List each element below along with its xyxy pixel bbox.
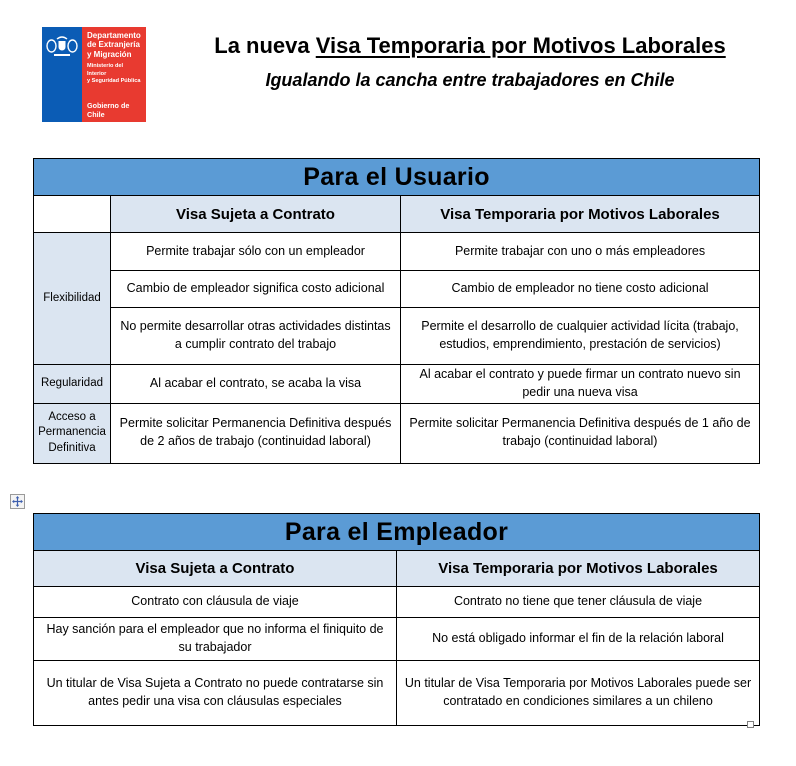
- table-cell: No está obligado informar el fin de la relación laboral: [397, 618, 760, 661]
- logo-red-panel: [82, 27, 146, 122]
- column-header-visa-sujeta: Visa Sujeta a Contrato: [34, 551, 397, 587]
- table-cell: Hay sanción para el empleador que no informa el finiquito de su trabajador: [34, 618, 397, 661]
- user-comparison-table: [33, 158, 760, 464]
- table-cell: Cambio de empleador significa costo adicional: [111, 271, 401, 308]
- logo-blue-panel: [42, 27, 82, 122]
- logo-government-name: Gobierno de Chile: [87, 101, 130, 119]
- corner-cell: [34, 196, 111, 233]
- logo-ministry-name: Ministerio del Interior y Seguridad Pública: [87, 63, 141, 84]
- logo-department-name: Departamento de Extranjería y Migración: [87, 31, 141, 59]
- employer-comparison-table: [33, 513, 760, 726]
- table-row: [34, 308, 760, 365]
- table-cell: Un titular de Visa Temporaria por Motivos Laborales puede ser contratado en condiciones similares a un chileno: [397, 661, 760, 726]
- employer-table-header-row: [34, 551, 760, 587]
- table-row: [34, 403, 760, 463]
- table-row: [34, 661, 760, 726]
- table-row: [34, 587, 760, 618]
- title-prefix: La nueva: [214, 33, 316, 58]
- table-resize-handle[interactable]: [747, 721, 754, 728]
- table-cell: Contrato con cláusula de viaje: [34, 587, 397, 618]
- table-cell: Al acabar el contrato y puede firmar un contrato nuevo sin pedir una nueva visa: [401, 365, 760, 404]
- document-header: [150, 33, 790, 91]
- employer-table-title: Para el Empleador: [34, 514, 760, 551]
- user-table-header-row: [34, 196, 760, 233]
- table-cell: Al acabar el contrato, se acaba la visa: [111, 365, 401, 404]
- column-header-visa-temporaria: Visa Temporaria por Motivos Laborales: [397, 551, 760, 587]
- table-row: [34, 618, 760, 661]
- table-cell: Permite el desarrollo de cualquier actividad lícita (trabajo, estudios, emprendimiento, prestación de servicios): [401, 308, 760, 365]
- table-row: [34, 365, 760, 404]
- table-move-handle-icon[interactable]: [10, 494, 25, 509]
- table-cell: Permite trabajar con uno o más empleadores: [401, 233, 760, 271]
- title-underlined-text: Visa Temporaria por Motivos Laborales: [315, 33, 726, 58]
- table-cell: Un titular de Visa Sujeta a Contrato no puede contratarse sin antes pedir una visa con cláusulas especiales: [34, 661, 397, 726]
- table-cell: Contrato no tiene que tener cláusula de viaje: [397, 587, 760, 618]
- table-cell: Cambio de empleador no tiene costo adicional: [401, 271, 760, 308]
- table-cell: Permite solicitar Permanencia Definitiva después de 1 año de trabajo (continuidad laboral): [401, 403, 760, 463]
- column-header-visa-temporaria: Visa Temporaria por Motivos Laborales: [401, 196, 760, 233]
- table-cell: Permite solicitar Permanencia Definitiva después de 2 años de trabajo (continuidad laboral): [111, 403, 401, 463]
- employer-table-banner-row: [34, 514, 760, 551]
- user-table-banner-row: [34, 159, 760, 196]
- government-logo: [42, 27, 146, 122]
- page-subtitle: Igualando la cancha entre trabajadores en Chile: [265, 70, 675, 90]
- row-label-acceso-permanencia: Acceso a Permanencia Definitiva: [34, 403, 111, 463]
- page-title: [150, 33, 790, 59]
- row-label-flexibilidad: Flexibilidad: [34, 233, 111, 365]
- chile-coat-of-arms-icon: [45, 33, 79, 122]
- row-label-regularidad: Regularidad: [34, 365, 111, 404]
- table-row: [34, 271, 760, 308]
- table-cell: No permite desarrollar otras actividades distintas a cumplir contrato del trabajo: [111, 308, 401, 365]
- column-header-visa-sujeta: Visa Sujeta a Contrato: [111, 196, 401, 233]
- user-table-title: Para el Usuario: [34, 159, 760, 196]
- table-row: [34, 233, 760, 271]
- table-cell: Permite trabajar sólo con un empleador: [111, 233, 401, 271]
